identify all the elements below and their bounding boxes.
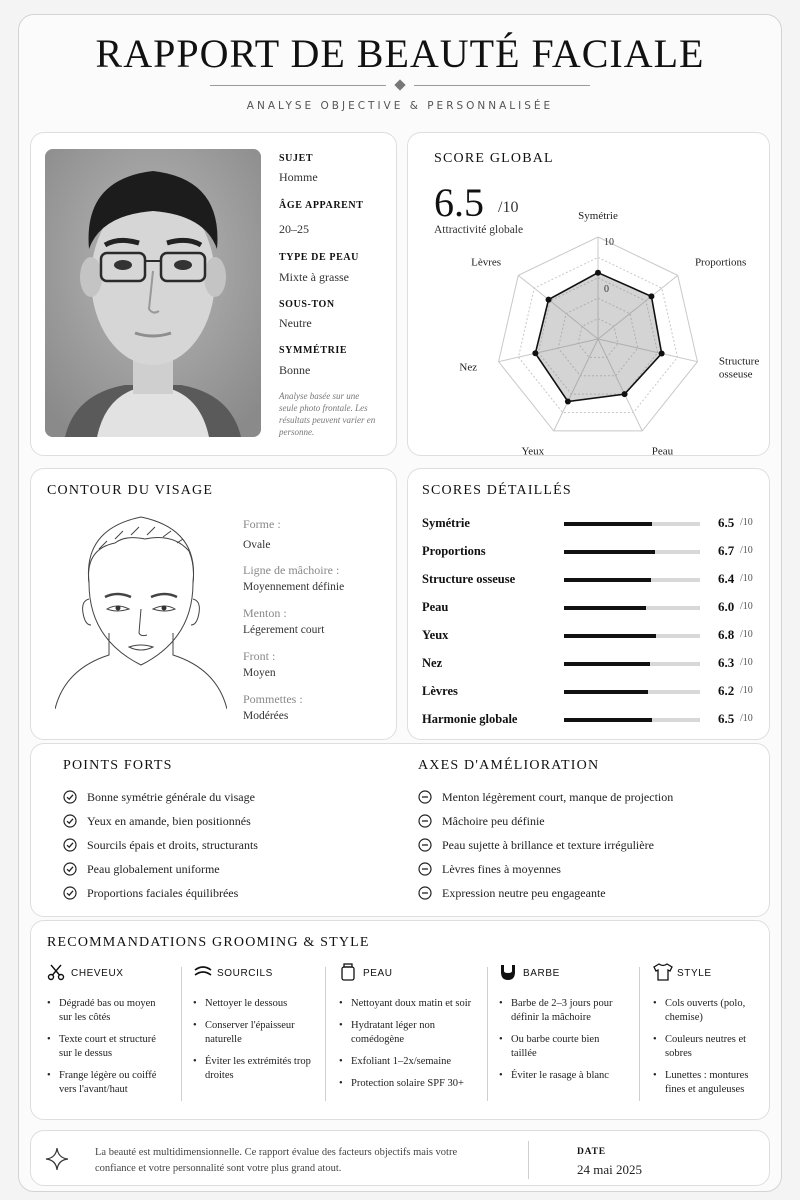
radar-axis-label-peau: Peau — [651, 445, 674, 457]
contour-jaw-value: Moyennement définie — [243, 581, 345, 593]
age-label: ÂGE APPARENT — [279, 200, 364, 211]
score-row — [422, 710, 756, 728]
face-outline-illustration — [55, 509, 227, 709]
tshirt-icon — [653, 963, 673, 981]
global-score-max: /10 — [498, 199, 519, 216]
contour-forehead-label: Front : — [243, 649, 276, 663]
rec-beard-item: • Ou barbe courte bien taillée — [499, 1033, 627, 1061]
rec-skin-item: • Hydratant léger non comédogène — [339, 1019, 473, 1047]
check-circle-icon — [63, 838, 77, 852]
rec-hair-list — [47, 997, 167, 1105]
score-bar-fill — [564, 578, 651, 582]
rec-style-item: • Cols ouverts (polo, chemise) — [653, 997, 761, 1025]
rec-beard-title: BARBE — [523, 968, 560, 979]
rec-eyebrows-item: • Conserver l'épaisseur naturelle — [193, 1019, 317, 1047]
radar-axis-label-nez: Nez — [459, 361, 478, 374]
score-bar-fill — [564, 522, 652, 526]
rec-column-beard — [499, 963, 629, 1113]
rec-style-list — [653, 997, 761, 1105]
rec-skin-title: PEAU — [363, 968, 393, 979]
global-score-label: Attractivité globale — [434, 224, 524, 236]
score-bar-fill — [564, 634, 656, 638]
strengths-text: Peau globalement uniforme — [87, 862, 220, 876]
score-bar-fill — [564, 606, 646, 610]
radar-chart — [408, 133, 771, 457]
global-score-value: 6.5 — [434, 180, 484, 225]
score-bar — [564, 718, 700, 722]
rec-separator — [325, 967, 326, 1101]
score-label: Proportions — [422, 544, 486, 558]
radar-tick-max: 10 — [604, 237, 614, 248]
score-max: /10 — [740, 601, 753, 612]
detailed-scores-heading: SCORES DÉTAILLÉS — [422, 483, 572, 498]
score-bar-fill — [564, 690, 648, 694]
footer-quote: La beauté est multidimensionnelle. Ce rapport évalue des facteurs objectifs mais votre confiance et votre personnalité sont votre plus grand atout. — [95, 1147, 458, 1174]
radar-axis-label-levres: Lèvres — [471, 256, 502, 269]
global-score-card — [407, 132, 770, 456]
rec-beard-item: • Barbe de 2–3 jours pour définir la mâchoire — [499, 997, 627, 1025]
score-value: 6.2 — [718, 683, 735, 698]
contour-jaw-label: Ligne de mâchoire : — [243, 563, 340, 577]
rec-skin-item: • Exfoliant 1–2x/semaine — [339, 1055, 473, 1069]
score-max: /10 — [740, 517, 753, 528]
rec-eyebrows-title: SOURCILS — [217, 968, 273, 979]
undertone-value: Neutre — [279, 316, 312, 330]
strengths-text: Bonne symétrie générale du visage — [87, 790, 255, 804]
footer-separator — [528, 1141, 529, 1179]
contour-shape-value: Ovale — [243, 539, 271, 551]
radar-data-area — [535, 273, 661, 402]
subject-label: SUJET — [279, 153, 314, 164]
skincare-bottle-icon — [339, 963, 357, 981]
rec-eyebrows-item: • Nettoyer le dessous — [193, 997, 317, 1011]
contour-cheekbones-value: Modérées — [243, 710, 289, 722]
rec-skin-list — [339, 997, 473, 1099]
score-row — [422, 654, 756, 672]
rec-column-eyebrows — [193, 963, 321, 1113]
improvements-text: Mâchoire peu définie — [442, 814, 545, 828]
score-bar-fill — [564, 662, 650, 666]
rec-column-hair — [47, 963, 171, 1113]
score-bar — [564, 634, 700, 638]
strengths-card — [30, 743, 770, 917]
check-circle-icon — [63, 886, 77, 900]
radar-axis-label-symetrie: Symétrie — [578, 210, 618, 222]
contour-cheekbones-label: Pommettes : — [243, 692, 303, 706]
contour-card — [30, 468, 397, 740]
rec-style-item: • Lunettes : montures fines et anguleuses — [653, 1069, 761, 1097]
date-value: 24 mai 2025 — [577, 1162, 642, 1177]
strengths-heading: POINTS FORTS — [63, 758, 173, 773]
score-value: 6.0 — [718, 599, 735, 614]
radar-point-proportions — [648, 293, 654, 299]
score-value: 6.4 — [718, 571, 735, 586]
radar-axis-label-proportions: Proportions — [694, 256, 747, 269]
rec-skin-item: • Nettoyant doux matin et soir — [339, 997, 473, 1011]
rec-column-style — [653, 963, 763, 1113]
score-max: /10 — [740, 713, 753, 724]
rec-hair-item: • Dégradé bas ou moyen sur les côtés — [47, 997, 167, 1025]
rec-separator — [181, 967, 182, 1101]
strengths-text: Sourcils épais et droits, structurants — [87, 838, 258, 852]
score-value: 6.3 — [718, 655, 735, 670]
improvements-text: Peau sujette à brillance et texture irrégulière — [442, 838, 654, 852]
score-label: Nez — [422, 656, 443, 670]
strengths-text: Proportions faciales équilibrées — [87, 886, 239, 900]
skin-type-value: Mixte à grasse — [279, 270, 349, 284]
radar-point-structure — [659, 351, 665, 357]
radar-point-symetrie — [595, 270, 601, 276]
strengths-text: Yeux en amande, bien positionnés — [87, 814, 251, 828]
contour-forehead-value: Moyen — [243, 667, 276, 679]
minus-circle-icon — [418, 862, 432, 876]
radar-point-nez — [532, 350, 538, 356]
minus-circle-icon — [418, 886, 432, 900]
contour-shape-label: Forme : — [243, 517, 281, 531]
sparkle-icon — [45, 1147, 69, 1171]
title-divider-right — [414, 85, 590, 86]
detailed-scores-card — [407, 468, 770, 740]
age-value: 20–25 — [279, 222, 309, 236]
score-max: /10 — [740, 685, 753, 696]
rec-beard-item: • Éviter le rasage à blanc — [499, 1069, 627, 1083]
eyebrow-icon — [193, 963, 213, 981]
subject-value: Homme — [279, 170, 318, 184]
score-bar — [564, 550, 700, 554]
symmetry-value: Bonne — [279, 363, 311, 377]
rec-hair-title: CHEVEUX — [71, 968, 124, 979]
score-value: 6.5 — [718, 711, 735, 726]
score-bar-fill — [564, 718, 652, 722]
improvements-text: Menton légèrement court, manque de projection — [442, 790, 674, 804]
score-label: Harmonie globale — [422, 712, 518, 726]
radar-point-peau — [622, 391, 628, 397]
minus-circle-icon — [418, 790, 432, 804]
contour-chin-value: Légerement court — [243, 624, 325, 636]
global-score-heading: SCORE GLOBAL — [434, 151, 554, 166]
check-circle-icon — [63, 862, 77, 876]
radar-axis-label-yeux: Yeux — [521, 445, 545, 457]
footer-card — [30, 1130, 770, 1186]
rec-style-title: STYLE — [677, 968, 712, 979]
rec-eyebrows-list — [193, 997, 317, 1091]
page-subtitle: ANALYSE OBJECTIVE & PERSONNALISÉE — [246, 100, 554, 112]
score-label: Peau — [422, 600, 449, 614]
minus-circle-icon — [418, 814, 432, 828]
date-label: DATE — [577, 1147, 606, 1157]
radar-tick-min: 0 — [604, 284, 609, 295]
page-title: RAPPORT DE BEAUTÉ FACIALE — [95, 31, 705, 76]
rec-beard-list — [499, 997, 627, 1091]
analysis-note: Analyse basée sur une seule photo frontale. Les résultats peuvent varier en personne. — [279, 391, 376, 437]
rec-hair-item: • Texte court et structuré sur le dessus — [47, 1033, 167, 1061]
score-value: 6.8 — [718, 627, 735, 642]
contour-chin-label: Menton : — [243, 606, 287, 620]
check-circle-icon — [63, 790, 77, 804]
symmetry-label: SYMMÉTRIE — [279, 345, 348, 356]
score-max: /10 — [740, 629, 753, 640]
radar-point-yeux — [565, 398, 571, 404]
radar-axis-label-structure: Structure osseuse — [718, 355, 760, 381]
subject-photo — [45, 149, 261, 437]
score-row — [422, 542, 756, 560]
contour-heading: CONTOUR DU VISAGE — [47, 483, 214, 498]
score-row — [422, 570, 756, 588]
rec-separator — [487, 967, 488, 1101]
score-label: Structure osseuse — [422, 572, 516, 586]
score-bar — [564, 606, 700, 610]
score-value: 6.7 — [718, 543, 735, 558]
score-bar — [564, 662, 700, 666]
score-bar — [564, 522, 700, 526]
score-bar — [564, 578, 700, 582]
check-circle-icon — [63, 814, 77, 828]
score-row — [422, 514, 756, 532]
score-max: /10 — [740, 657, 753, 668]
score-max: /10 — [740, 545, 753, 556]
rec-column-skin — [339, 963, 475, 1113]
scissors-icon — [47, 963, 65, 981]
rec-hair-item: • Frange légère ou coiffé vers l'avant/haut — [47, 1069, 167, 1097]
score-label: Yeux — [422, 628, 449, 642]
score-row — [422, 598, 756, 616]
rec-style-item: • Couleurs neutres et sobres — [653, 1033, 761, 1061]
beard-icon — [499, 963, 517, 981]
skin-type-label: TYPE DE PEAU — [279, 252, 359, 263]
rec-eyebrows-item: • Éviter les extrémités trop droites — [193, 1055, 317, 1083]
improvements-text: Lèvres fines à moyennes — [442, 862, 561, 876]
recommendations-heading: RECOMMANDATIONS GROOMING & STYLE — [47, 935, 370, 950]
rec-separator — [639, 967, 640, 1101]
title-divider-left — [210, 85, 386, 86]
recommendations-card — [30, 920, 770, 1120]
score-value: 6.5 — [718, 515, 735, 530]
score-bar — [564, 690, 700, 694]
score-row — [422, 626, 756, 644]
score-label: Lèvres — [422, 684, 458, 698]
score-label: Symétrie — [422, 516, 470, 530]
score-row — [422, 682, 756, 700]
minus-circle-icon — [418, 838, 432, 852]
improvements-heading: AXES D'AMÉLIORATION — [418, 758, 600, 773]
rec-skin-item: • Protection solaire SPF 30+ — [339, 1077, 473, 1091]
radar-point-levres — [546, 297, 552, 303]
profile-card — [30, 132, 397, 456]
improvements-text: Expression neutre peu engageante — [442, 886, 606, 900]
score-bar-fill — [564, 550, 655, 554]
undertone-label: SOUS-TON — [279, 299, 335, 310]
score-max: /10 — [740, 573, 753, 584]
